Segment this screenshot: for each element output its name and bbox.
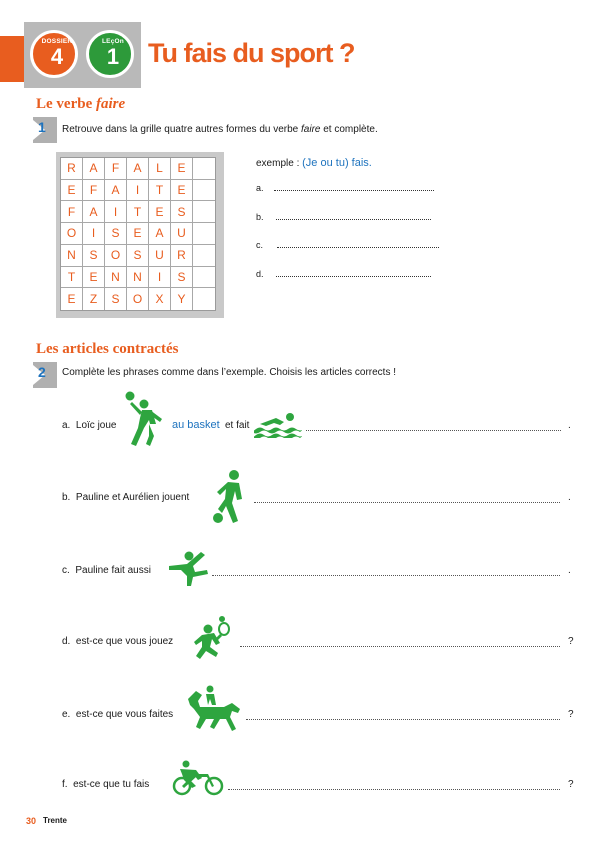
- lecon-badge: [86, 30, 134, 78]
- football-icon: [206, 469, 248, 525]
- grid-cell: S: [171, 201, 193, 223]
- grid-cell: E: [61, 288, 83, 310]
- grid-cell: S: [127, 245, 149, 267]
- tennis-icon: [190, 615, 234, 661]
- grid-cell: A: [83, 158, 105, 180]
- sentence-e: [62, 709, 173, 720]
- answer-line-e[interactable]: [246, 719, 560, 720]
- sentence-d-text: est-ce que vous jouez: [75, 636, 174, 647]
- answer-field-a[interactable]: [274, 183, 434, 191]
- grid-cell: U: [149, 245, 171, 267]
- grid-cell: F: [61, 201, 83, 223]
- sentence-d-letter: d.: [62, 636, 71, 647]
- sentence-f-letter: f.: [62, 779, 68, 790]
- grid-cell: U: [171, 223, 193, 245]
- sentence-e-letter: e.: [62, 709, 71, 720]
- answer-row-d: [256, 269, 431, 279]
- grid-cell: [193, 267, 215, 289]
- sentence-d-end: ?: [568, 636, 574, 647]
- grid-cell: S: [105, 288, 127, 310]
- exercise-1-example: [256, 157, 372, 169]
- grid-cell: Z: [83, 288, 105, 310]
- grid-cell: [193, 201, 215, 223]
- example-answer: (Je ou tu) fais.: [302, 157, 372, 169]
- exercise-1-instruction: [62, 124, 378, 135]
- dossier-number: 4: [50, 44, 64, 69]
- sentence-c-text: Pauline fait aussi: [75, 565, 151, 576]
- sentence-b-end: .: [568, 492, 571, 503]
- sentence-e-end: ?: [568, 709, 574, 720]
- answer-line-f[interactable]: [228, 789, 560, 790]
- exercise-2-marker: [33, 362, 57, 388]
- answer-row-b: [256, 212, 431, 222]
- grid-cell: E: [83, 267, 105, 289]
- sentence-d: [62, 636, 173, 647]
- grid-cell: N: [105, 267, 127, 289]
- answer-letter-d: d.: [256, 269, 264, 279]
- exercise-1-marker: [33, 117, 57, 143]
- answer-row-a: [256, 183, 434, 193]
- sentence-a-after: et fait: [225, 420, 250, 431]
- grid-cell: [193, 223, 215, 245]
- grid-cell: I: [149, 267, 171, 289]
- sentence-f-end: ?: [568, 779, 574, 790]
- grid-cell: S: [83, 245, 105, 267]
- grid-cell: [193, 245, 215, 267]
- gymnastics-icon: [167, 546, 209, 590]
- grid-cell: N: [127, 267, 149, 289]
- sentence-a-text: Loïc joue: [75, 420, 117, 431]
- sentence-c: [62, 565, 151, 576]
- exercise-1-instruction-after: et complète.: [320, 124, 378, 135]
- sentence-f-text: est-ce que tu fais: [73, 779, 150, 790]
- page-title: Tu fais du sport ?: [148, 38, 355, 68]
- grid-cell: L: [149, 158, 171, 180]
- answer-field-d[interactable]: [276, 269, 431, 277]
- sentence-a-end: .: [568, 420, 571, 431]
- lecon-label: LEçOn: [102, 38, 124, 45]
- answer-letter-c: c.: [256, 240, 264, 250]
- grid-cell: S: [105, 223, 127, 245]
- footer-brand: Trente: [43, 816, 68, 825]
- dossier-badge: [30, 30, 78, 78]
- grid-cell: I: [127, 180, 149, 202]
- swimming-icon: [254, 412, 302, 438]
- grid-cell: E: [127, 223, 149, 245]
- answer-line-c[interactable]: [212, 575, 560, 576]
- sentence-e-text: est-ce que vous faites: [75, 709, 174, 720]
- grid-cell: X: [149, 288, 171, 310]
- grid-cell: A: [105, 180, 127, 202]
- grid-cell: E: [61, 180, 83, 202]
- grid-cell: O: [105, 245, 127, 267]
- section-title-articles: Les articles contractés: [36, 341, 179, 357]
- grid-cell: F: [105, 158, 127, 180]
- basketball-icon: [122, 390, 166, 448]
- grid-cell: E: [149, 201, 171, 223]
- word-search-grid-cells: [60, 157, 216, 311]
- grid-cell: E: [171, 158, 193, 180]
- grid-cell: I: [83, 223, 105, 245]
- grid-cell: O: [127, 288, 149, 310]
- exercise-1-number: 1: [38, 119, 46, 135]
- sentence-f: [62, 779, 149, 790]
- grid-cell: I: [105, 201, 127, 223]
- grid-cell: S: [171, 267, 193, 289]
- answer-field-c[interactable]: [277, 240, 439, 248]
- exercise-1-instruction-italic: faire: [301, 124, 321, 135]
- grid-cell: E: [171, 180, 193, 202]
- sentence-a-filled: au basket: [172, 419, 220, 431]
- sentence-b-text: Pauline et Aurélien jouent: [75, 492, 190, 503]
- section-title-verbe-faire: [36, 96, 125, 113]
- word-search-grid: [56, 152, 224, 318]
- section1-title-italic: faire: [95, 96, 126, 112]
- grid-cell: [193, 158, 215, 180]
- grid-cell: [193, 180, 215, 202]
- sentence-c-letter: c.: [62, 565, 70, 576]
- answer-letter-a: a.: [256, 183, 264, 193]
- grid-cell: R: [61, 158, 83, 180]
- exercise-1-instruction-before: Retrouve dans la grille quatre autres formes du verbe: [62, 124, 302, 135]
- grid-cell: A: [149, 223, 171, 245]
- grid-cell: O: [61, 223, 83, 245]
- lecon-number: 1: [106, 44, 120, 69]
- grid-cell: Y: [171, 288, 193, 310]
- cycling-icon: [172, 760, 224, 796]
- grid-cell: F: [83, 180, 105, 202]
- answer-row-c: [256, 240, 439, 250]
- grid-cell: T: [127, 201, 149, 223]
- exercise-2-instruction: Complète les phrases comme dans l’exemple. Choisis les articles corrects !: [62, 367, 397, 378]
- grid-cell: A: [83, 201, 105, 223]
- example-label: exemple :: [256, 158, 303, 169]
- answer-letter-b: b.: [256, 212, 264, 222]
- answer-line-b[interactable]: [254, 502, 560, 503]
- answer-line-d[interactable]: [240, 646, 560, 647]
- section1-title-plain: Le verbe: [36, 96, 96, 112]
- answer-field-b[interactable]: [276, 212, 431, 220]
- sentence-b: [62, 492, 189, 503]
- page-number: 30: [26, 816, 37, 826]
- grid-cell: A: [127, 158, 149, 180]
- grid-cell: N: [61, 245, 83, 267]
- horse-riding-icon: [184, 685, 244, 733]
- grid-cell: [193, 288, 215, 310]
- sentence-b-letter: b.: [62, 492, 71, 503]
- sentence-a: [62, 420, 117, 431]
- dossier-label: DOSSIER: [41, 38, 73, 45]
- grid-cell: R: [171, 245, 193, 267]
- grid-cell: T: [149, 180, 171, 202]
- sentence-a-letter: a.: [62, 420, 71, 431]
- answer-line-a[interactable]: [306, 430, 561, 431]
- grid-cell: T: [61, 267, 83, 289]
- exercise-2-number: 2: [38, 364, 46, 380]
- sentence-c-end: .: [568, 565, 571, 576]
